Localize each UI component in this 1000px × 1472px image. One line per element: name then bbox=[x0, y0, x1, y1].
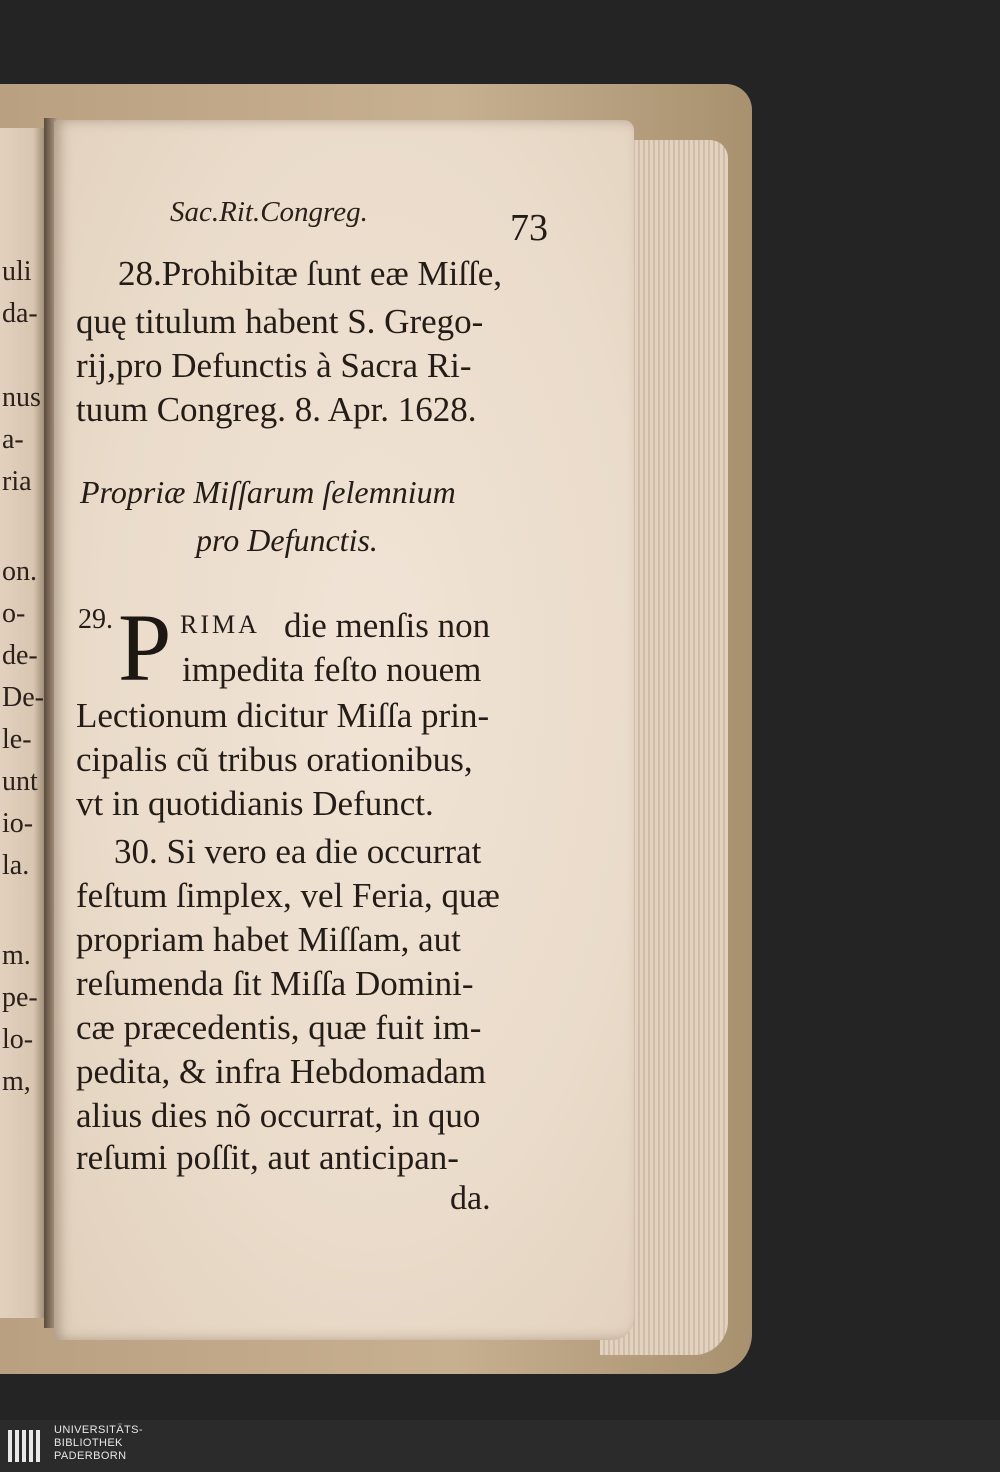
text-line: Lectionum dicitur Miſſa prin- bbox=[76, 696, 490, 735]
running-head: Sac.Rit.Congreg. bbox=[170, 196, 368, 228]
left-facing-page bbox=[0, 128, 48, 1318]
left-fragment: uli bbox=[2, 258, 32, 286]
left-fragment: m, bbox=[2, 1068, 31, 1096]
section-heading: pro Defunctis. bbox=[196, 522, 378, 558]
library-logo-text bbox=[54, 1424, 143, 1463]
left-fragment: unt bbox=[2, 768, 38, 796]
left-fragment: io- bbox=[2, 810, 34, 838]
small-caps-word: RIMA bbox=[180, 610, 260, 639]
section-heading: Propriæ Miſſarum ſelemnium bbox=[80, 474, 456, 510]
text-line: impedita feſto nouem bbox=[182, 650, 482, 689]
footer-bar bbox=[0, 1420, 1000, 1472]
text-line: feſtum ſimplex, vel Feria, quæ bbox=[76, 876, 500, 915]
logo-line: PADERBORN bbox=[54, 1450, 127, 1462]
left-fragment: da- bbox=[2, 300, 38, 328]
text-line: cipalis cũ tribus orationibus, bbox=[76, 740, 473, 779]
left-fragment: De- bbox=[2, 684, 44, 712]
left-fragment: de- bbox=[2, 642, 38, 670]
left-fragment: nus bbox=[2, 384, 41, 412]
text-line: tuum Congreg. 8. Apr. 1628. bbox=[76, 390, 477, 429]
library-logo-icon bbox=[8, 1426, 44, 1466]
left-fragment: le- bbox=[2, 726, 32, 754]
page-number: 73 bbox=[510, 207, 548, 249]
drop-capital: P bbox=[118, 594, 172, 701]
text-line: alius dies nõ occurrat, in quo bbox=[76, 1096, 481, 1135]
text-line: cæ præcedentis, quæ fuit im- bbox=[76, 1008, 482, 1047]
text-line: propriam habet Miſſam, aut bbox=[76, 920, 461, 959]
left-fragment: la. bbox=[2, 852, 30, 880]
left-fragment: a- bbox=[2, 426, 24, 454]
left-fragment: o- bbox=[2, 600, 26, 628]
text-line: 28.Prohibitæ ſunt eæ Miſſe, bbox=[118, 254, 503, 293]
text-line: quę titulum habent S. Grego- bbox=[76, 302, 484, 341]
paragraph-number: 29. bbox=[78, 604, 113, 635]
text-line: pedita, & infra Hebdomadam bbox=[76, 1052, 487, 1091]
text-line: vt in quotidianis Defunct. bbox=[76, 784, 434, 823]
left-fragment: ria bbox=[2, 468, 32, 496]
logo-line: BIBLIOTHEK bbox=[54, 1437, 123, 1449]
left-fragment: on. bbox=[2, 558, 37, 586]
left-fragment: pe- bbox=[2, 984, 38, 1012]
logo-line: UNIVERSITÄTS- bbox=[54, 1424, 143, 1436]
text-line: reſumenda ſit Miſſa Domini- bbox=[76, 964, 474, 1003]
text-line: rij,pro Defunctis à Sacra Ri- bbox=[76, 346, 472, 385]
text-line: 30. Si vero ea die occurrat bbox=[114, 832, 482, 871]
catchword: da. bbox=[450, 1180, 491, 1217]
text-line: die menſis non bbox=[284, 606, 491, 645]
left-fragment: lo- bbox=[2, 1026, 34, 1054]
left-fragment: m. bbox=[2, 942, 31, 970]
text-line: reſumi poſſit, aut anticipan- bbox=[76, 1138, 459, 1177]
